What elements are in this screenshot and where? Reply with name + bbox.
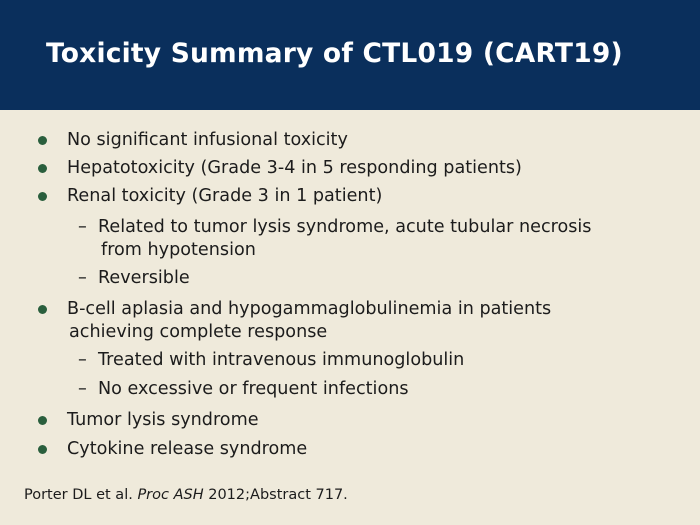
bullet-item: Cytokine release syndrome — [67, 439, 308, 459]
sub-bullet-item-continuation: from hypotension — [101, 240, 256, 260]
sub-bullet-dash: – — [78, 379, 87, 399]
bullet-icon — [38, 445, 47, 454]
sub-bullet-item: Treated with intravenous immunoglobulin — [98, 350, 465, 370]
bullet-icon — [38, 416, 47, 425]
sub-bullet-item: Related to tumor lysis syndrome, acute tubular necrosis — [98, 217, 592, 237]
bullet-icon — [38, 305, 47, 314]
sub-bullet-dash: – — [78, 350, 87, 370]
citation — [24, 487, 348, 503]
bullet-item: Hepatotoxicity (Grade 3-4 in 5 responding patients) — [67, 158, 522, 178]
bullet-icon — [38, 136, 47, 145]
bullet-icon — [38, 164, 47, 173]
bullet-icon — [38, 192, 47, 201]
citation-details: 2012;Abstract 717. — [203, 487, 348, 503]
bullet-item: B-cell aplasia and hypogammaglobulinemia in patients — [67, 299, 552, 319]
bullet-item: Tumor lysis syndrome — [67, 410, 259, 430]
slide-title: Toxicity Summary of CTL019 (CART19) — [46, 38, 623, 69]
citation-authors: Porter DL et al. — [24, 487, 138, 503]
sub-bullet-item: No excessive or frequent infections — [98, 379, 409, 399]
sub-bullet-dash: – — [78, 268, 87, 288]
bullet-item: No significant infusional toxicity — [67, 130, 348, 150]
bullet-item: Renal toxicity (Grade 3 in 1 patient) — [67, 186, 383, 206]
citation-journal: Proc ASH — [137, 487, 204, 503]
sub-bullet-dash: – — [78, 217, 87, 237]
sub-bullet-item: Reversible — [98, 268, 190, 288]
bullet-item-continuation: achieving complete response — [69, 322, 328, 342]
